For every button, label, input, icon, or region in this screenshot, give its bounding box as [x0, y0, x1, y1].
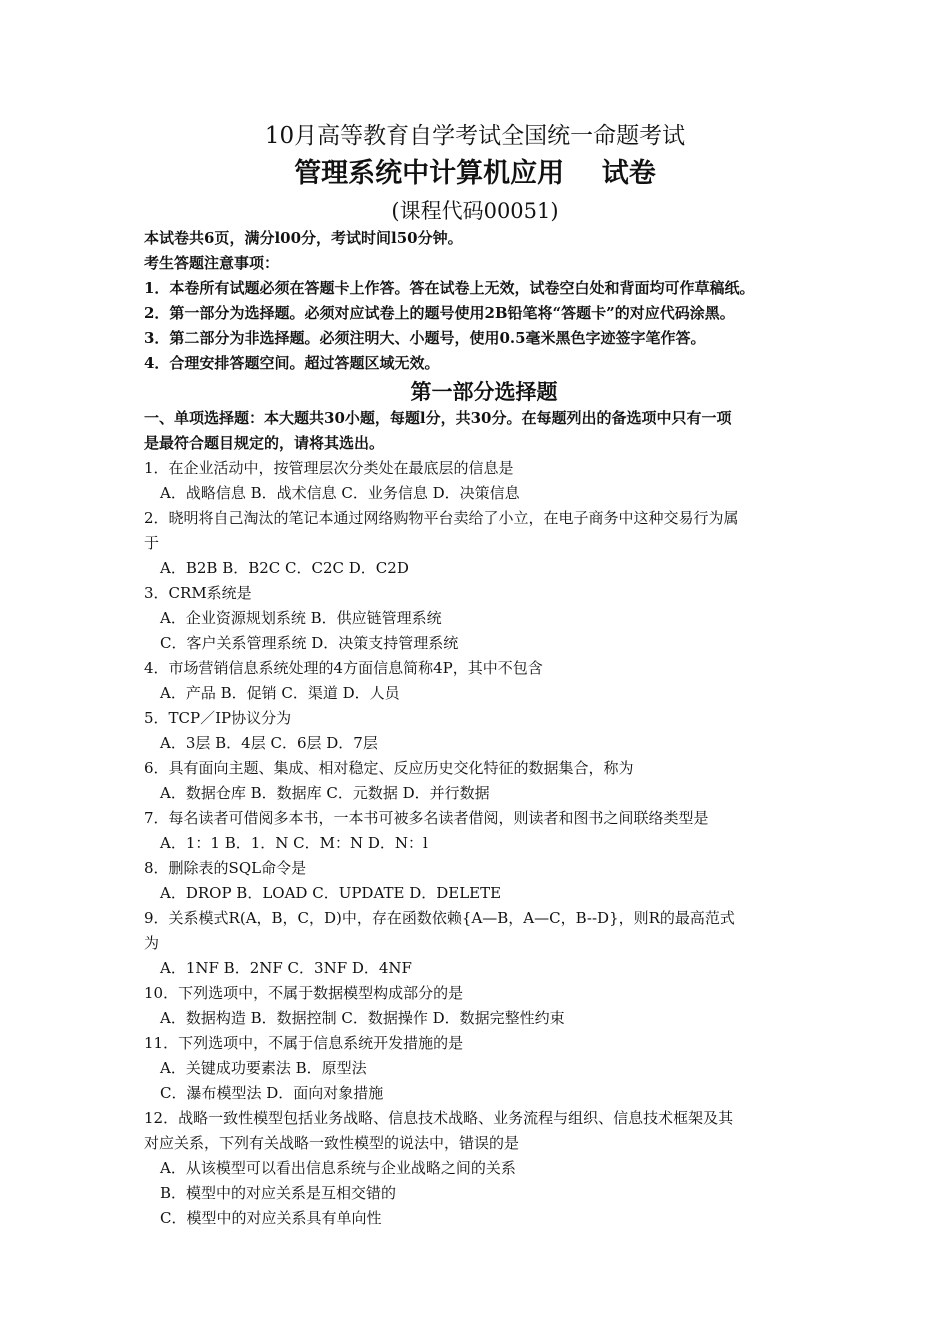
- exam-header-line1: 10月高等教育自学考试全国统一命题考试: [264, 123, 686, 149]
- question-stem: 8．删除表的SQL命令是: [144, 859, 307, 877]
- question-options: A．产品 B．促销 C．渠道 D．人员: [160, 684, 400, 702]
- question-options: A．数据仓库 B．数据库 C．元数据 D．并行数据: [160, 784, 490, 802]
- question-stem: 7．每名读者可借阅多本书，一本书可被多名读者借阅，则读者和图书之间联络类型是: [144, 809, 709, 827]
- exam-title: 管理系统中计算机应用 试卷: [294, 158, 656, 189]
- question-stem: 6．具有面向主题、集成、相对稳定、反应历史交化特征的数据集合，称为: [144, 759, 634, 777]
- note-item: 3．第二部分为非选择题。必须注明大、小题号，使用0.5毫米黑色字迹签字笔作答。: [144, 329, 706, 347]
- question-stem: 9．关系模式R(A，B，C，D)中，存在函数依赖{A—B，A—C，B--D}，则R的最高范式: [144, 909, 735, 927]
- question-options: A．B2B B．B2C C．C2C D．C2D: [160, 559, 409, 577]
- question-options: A．企业资源规划系统 B．供应链管理系统: [160, 609, 442, 627]
- question-option: C．模型中的对应关系具有单向性: [160, 1209, 382, 1227]
- question-stem: 1．在企业活动中，按管理层次分类处在最底层的信息是: [144, 459, 514, 477]
- section-intro: 一、单项选择题：本大题共30小题，每题l分，共30分。在每题列出的备选项中只有一项: [144, 409, 732, 427]
- exam-info: 本试卷共6页，满分l00分，考试时间l50分钟。: [144, 229, 463, 247]
- question-options: A．数据构造 B．数据控制 C．数据操作 D．数据完整性约束: [160, 1009, 565, 1027]
- question-options: A．3层 B．4层 C．6层 D．7层: [160, 734, 378, 752]
- question-options: A．1：1 B．1．N C．M：N D．N：l: [160, 834, 428, 852]
- notes-title: 考生答题注意事项：: [144, 254, 280, 272]
- question-stem: 12．战略一致性模型包括业务战略、信息技术战略、业务流程与组织、信息技术框架及其: [144, 1109, 734, 1127]
- question-stem: 5．TCP／IP协议分为: [144, 709, 292, 727]
- note-item: 4．合理安排答题空间。超过答题区域无效。: [144, 354, 440, 372]
- section-intro: 是最符合题目规定的，请将其选出。: [144, 434, 385, 452]
- question-options: C．瀑布模型法 D．面向对象措施: [160, 1084, 384, 1102]
- question-options: A．1NF B．2NF C．3NF D．4NF: [160, 959, 412, 977]
- question-options: A．战略信息 B．战术信息 C．业务信息 D．决策信息: [160, 484, 520, 502]
- question-stem: 对应关系，下列有关战略一致性模型的说法中，错误的是: [144, 1134, 520, 1152]
- course-code: (课程代码00051): [391, 199, 559, 223]
- question-options: A．DROP B．LOAD C．UPDATE D．DELETE: [160, 884, 502, 902]
- exam-content: [144, 226, 824, 1231]
- question-stem: 11．下列选项中，不属于信息系统开发措施的是: [144, 1034, 464, 1052]
- question-stem: 为: [144, 934, 160, 952]
- section-title: 第一部分选择题: [410, 379, 558, 404]
- question-stem: 2．晓明将自己淘汰的笔记本通过网络购物平台卖给了小立，在电子商务中这种交易行为属: [144, 509, 739, 527]
- note-item: 1．本卷所有试题必须在答题卡上作答。答在试卷上无效，试卷空白处和背面均可作草稿纸。: [144, 279, 755, 297]
- note-item: 2．第一部分为选择题。必须对应试卷上的题号使用2B铅笔将“答题卡”的对应代码涂黑。: [144, 304, 735, 322]
- question-option: A．从该模型可以看出信息系统与企业战略之间的关系: [160, 1159, 516, 1177]
- question-options: A．关键成功要素法 B．原型法: [160, 1059, 367, 1077]
- question-option: B．模型中的对应关系是互相交错的: [160, 1184, 397, 1202]
- question-stem: 4．市场营销信息系统处理的4方面信息简称4P，其中不包含: [144, 659, 543, 677]
- question-stem: 10．下列选项中，不属于数据模型构成部分的是: [144, 984, 464, 1002]
- question-options: C．客户关系管理系统 D．决策支持管理系统: [160, 634, 459, 652]
- question-stem: 于: [144, 534, 160, 552]
- question-stem: 3．CRM系统是: [144, 584, 252, 602]
